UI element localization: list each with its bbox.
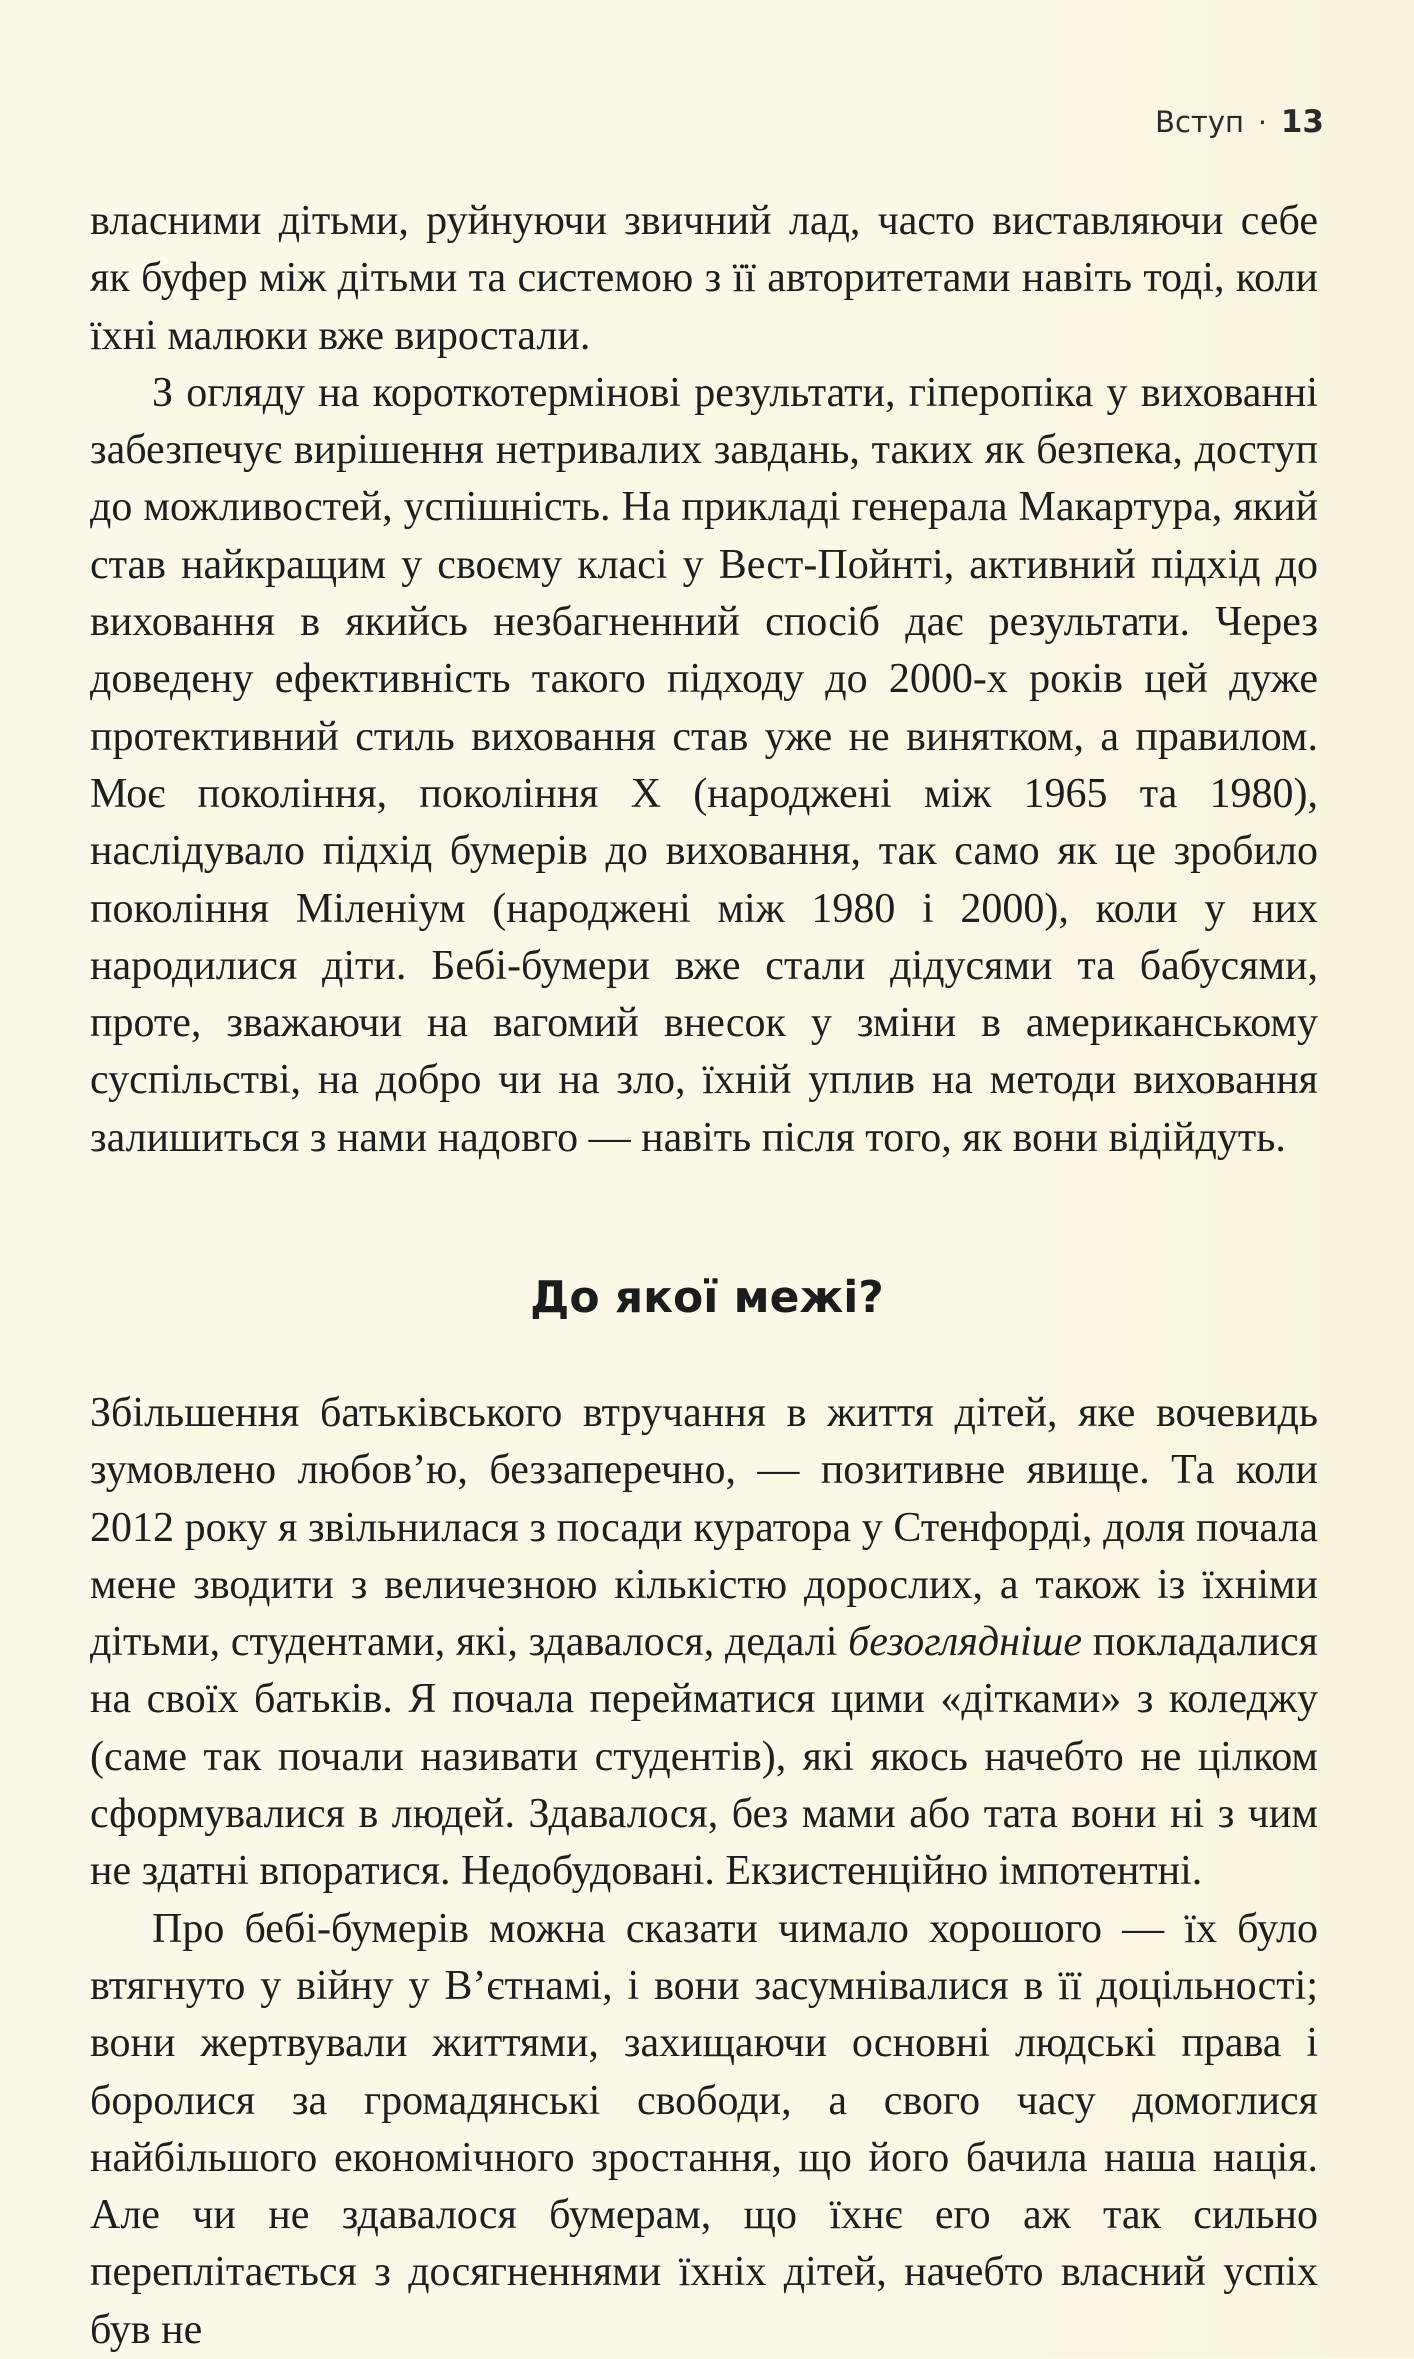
paragraph-text: Збільшення батьківського втручання в життя дітей, яке вочевидь зумовлено любов’ю, беззаперечно, — позитивне явище. Та коли 2012 року я звільнилася з посади куратора у Стенфорді, доля почала мене зводити з величезною кількістю дорослих, а також із їхніми дітьми, студентами, які, здавалося, дедалі [90,1390,1318,1666]
header-separator: · [1257,105,1267,139]
paragraph: Про бебі-бумерів можна сказати чимало хорошого — їх було втягнуто у війну у В’єтнамі, і вони засумнівалися в її доцільності; вони жертвували життями, захищаючи основні людські права і боролися за громадянські свободи, а свого часу домоглися найбільшого економічного зростання, що його бачила наша нація. Але чи не здавалося бумерам, що їхнє его аж так сильно переплітається з досягненнями їхніх дітей, начебто власний успіх був не [90,1905,1318,2353]
emphasized-word: безоглядніше [848,1619,1082,1666]
text-block-bottom [90,1385,1318,2359]
paragraph-text: покладалися на своїх батьків. Я почала перейматися цими «дітками» з коледжу (саме так почали називати студентів), які якось начебто не цілком сформувалися в людей. Здавалося, без мами або тата вони ні з чим не здатні впоратися. Недобудовані. Екзистенційно імпотентні. [90,1619,1318,1895]
paragraph: З огляду на короткотермінові результати, гіперопіка у вихованні забезпечує вирішення нетривалих завдань, таких як безпека, доступ до можливостей, успішність. На прикладі генерала Макартура, який став найкращим у своєму класі у Вест-Пойнті, активний підхід до виховання в якийсь незбагненний спосіб дає результати. Через доведену ефективність такого підходу до 2000-х років цей дуже протективний стиль виховання став уже не винятком, а правилом. Моє покоління, покоління Х (народжені між 1965 та 1980), наслідувало підхід бумерів до виховання, так само як це зробило покоління Міленіум (народжені між 1980 і 2000), коли у них народилися діти. Бебі-бумери вже стали дідусями та бабусями, проте, зважаючи на вагомий внесок у зміни в американському суспільстві, на добро чи на зло, їхній уплив на методи виховання залишиться з нами надовго — навіть після того, як вони відійдуть. [90,369,1318,1161]
section-heading: До якої межі? [530,1272,884,1323]
section-title: Вступ [1155,105,1244,139]
running-header [1155,104,1324,140]
paragraph-opening [90,1385,1318,1901]
page-number: 13 [1280,104,1324,140]
text-block-top [90,193,1318,1167]
paragraph-continued: власними дітьми, руйнуючи звичний лад, часто виставляючи себе як буфер між дітьми та системою з її авторитетами навіть тоді, коли їхні малюки вже виростали. [90,198,1318,359]
